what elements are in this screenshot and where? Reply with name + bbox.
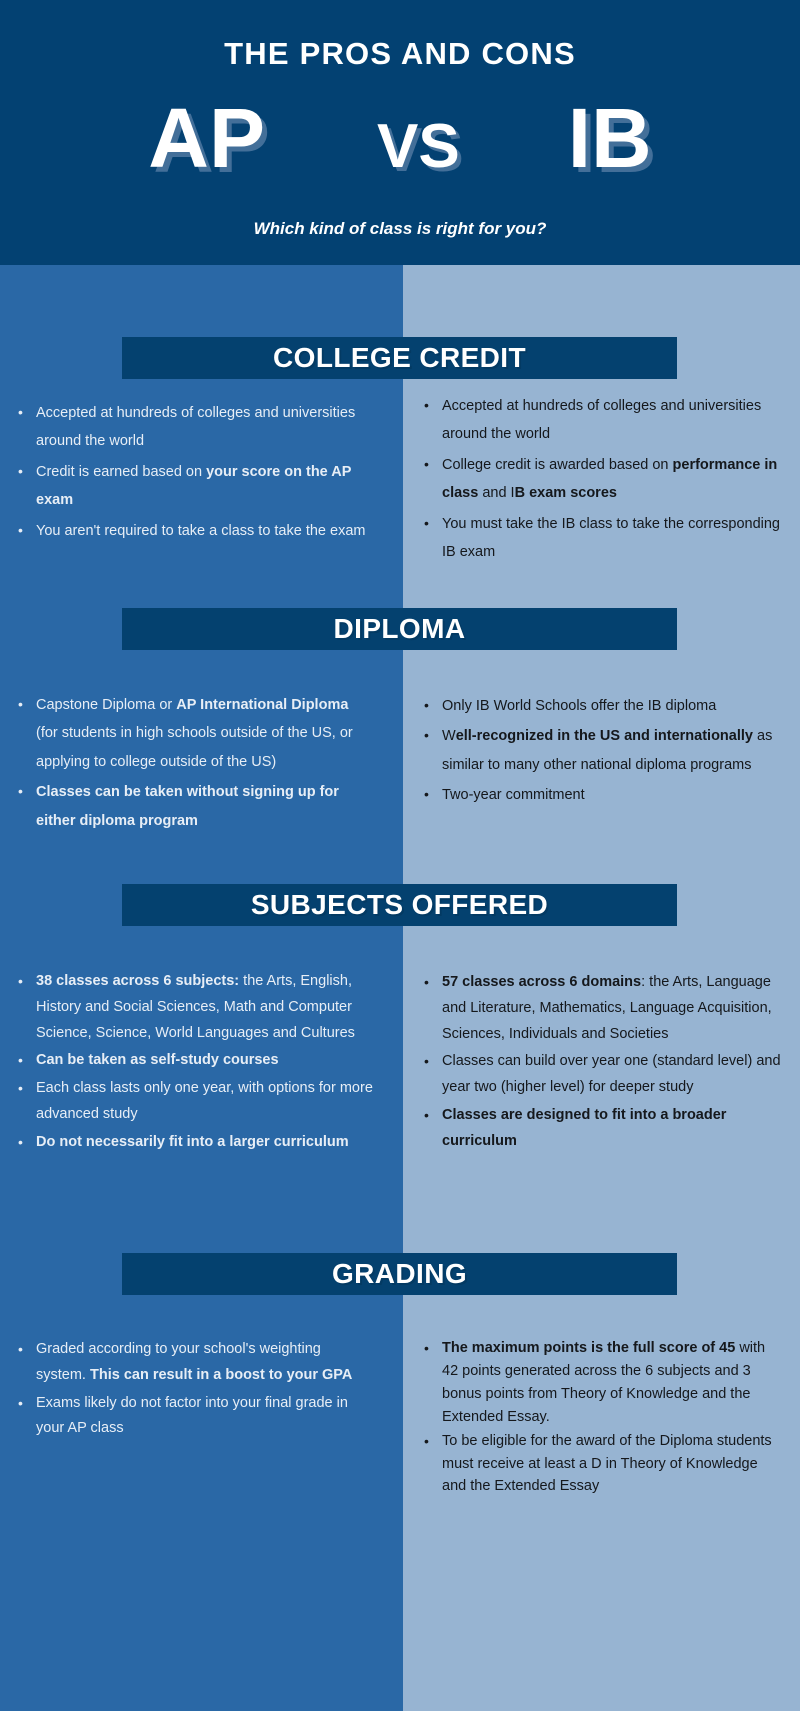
emphasis-text: Classes can be taken without signing up for either diploma program	[36, 784, 339, 829]
body-text: as similar to many other national diploma programs	[442, 728, 773, 773]
list-item	[14, 969, 374, 1046]
body-text: : the Arts, Language and Literature, Mathematics, Language Acquisition, Sciences, Individuals and Societies	[442, 974, 772, 1042]
ib-list-diploma	[420, 692, 782, 812]
section-banner-college-credit	[122, 337, 677, 379]
ap-list-grading	[14, 1337, 374, 1444]
list-item	[14, 1337, 374, 1389]
body-text: Accepted at hundreds of colleges and universities around the world	[442, 398, 762, 443]
body-text: Classes can build over year one (standard level) and year two (higher level) for deeper study	[442, 1053, 781, 1096]
list-item	[14, 1130, 374, 1156]
body-text: Graded according to your school's weighting system.	[36, 1341, 321, 1383]
ib-list-college-credit	[420, 392, 782, 568]
list-item	[420, 1103, 782, 1155]
emphasis-text: your score on the AP exam	[36, 463, 352, 509]
list-item	[420, 1337, 782, 1429]
body-text: Only IB World Schools offer the IB diploma	[442, 698, 717, 714]
body-text: To be eligible for the award of the Diploma students must receive at least a D in Theory of Knowledge and the Extended Essay	[442, 1432, 772, 1495]
list-item	[420, 722, 782, 779]
emphasis-text: The maximum points is the full score of 45	[442, 1340, 736, 1356]
ib-list-grading	[420, 1337, 782, 1499]
emphasis-text: Do not necessarily fit into a larger curriculum	[36, 1133, 349, 1150]
list-item	[14, 691, 374, 776]
list-item	[420, 510, 782, 567]
section-title: COLLEGE CREDIT	[273, 342, 526, 373]
versus-row	[0, 91, 800, 185]
section-banner-subjects-offered	[122, 884, 677, 926]
list-item	[14, 399, 374, 456]
body-text: and I	[478, 485, 515, 502]
body-text: You must take the IB class to take the corresponding IB exam	[442, 515, 780, 561]
emphasis-text: Classes are designed to fit into a broader curriculum	[442, 1106, 727, 1149]
hero-header	[0, 0, 800, 265]
list-item	[14, 1048, 374, 1074]
list-item	[420, 451, 782, 508]
ap-list-subjects-offered	[14, 969, 374, 1158]
emphasis-text: Can be taken as self-study courses	[36, 1052, 279, 1069]
body-text: Exams likely do not factor into your final grade in your AP class	[36, 1394, 348, 1437]
list-item	[420, 1430, 782, 1499]
hero-vs-label: VS	[376, 112, 460, 181]
emphasis-text: B exam scores	[514, 485, 617, 502]
hero-ib-label: IB	[567, 91, 652, 185]
body-text: Credit is earned based on	[36, 463, 207, 480]
emphasis-text: performance in class	[442, 456, 778, 502]
list-item	[420, 1049, 782, 1101]
list-item	[420, 970, 782, 1047]
body-text: Two-year commitment	[442, 787, 585, 804]
section-title: DIPLOMA	[333, 613, 466, 644]
body-text: Each class lasts only one year, with options for more advanced study	[36, 1080, 373, 1122]
list-item	[14, 1076, 374, 1128]
list-item	[420, 692, 782, 720]
body-text: the Arts, English, History and Social Sciences, Math and Computer Science, Science, World Languages and Cultures	[36, 973, 355, 1041]
ib-list-subjects-offered	[420, 970, 782, 1157]
body-text: (for students in high schools outside of the US, or applying to college outside of the US)	[36, 725, 353, 770]
hero-subtitle: Which kind of class is right for you?	[253, 219, 547, 238]
emphasis-text: This can result in a boost to your GPA	[89, 1366, 353, 1383]
emphasis-text: 38 classes across 6 subjects:	[36, 973, 240, 989]
list-item	[14, 458, 374, 515]
body-text: W	[442, 728, 456, 745]
page-title: THE PROS AND CONS	[224, 36, 576, 71]
body-text: Accepted at hundreds of colleges and universities around the world	[36, 405, 356, 450]
hero-ap-label: AP	[148, 91, 265, 185]
emphasis-text: ell-recognized in the US and internationally	[455, 728, 753, 745]
list-item	[14, 517, 374, 545]
list-item	[14, 1391, 374, 1443]
body-text: You aren't required to take a class to take the exam	[36, 522, 366, 539]
body-text: Capstone Diploma or	[36, 697, 177, 713]
ap-list-college-credit	[14, 399, 374, 547]
list-item	[420, 392, 782, 449]
ap-list-diploma	[14, 691, 374, 837]
section-banner-diploma	[122, 608, 677, 650]
section-title: GRADING	[331, 1258, 468, 1289]
list-item	[420, 781, 782, 809]
list-item	[14, 778, 374, 835]
section-title: SUBJECTS OFFERED	[250, 889, 549, 920]
body-text: College credit is awarded based on	[442, 456, 673, 473]
emphasis-text: AP International Diploma	[176, 697, 349, 713]
body-text: with 42 points generated across the 6 subjects and 3 bonus points from Theory of Knowledge and the Extended Essay.	[442, 1340, 766, 1425]
emphasis-text: 57 classes across 6 domains	[442, 974, 642, 990]
section-banner-grading	[122, 1253, 677, 1295]
